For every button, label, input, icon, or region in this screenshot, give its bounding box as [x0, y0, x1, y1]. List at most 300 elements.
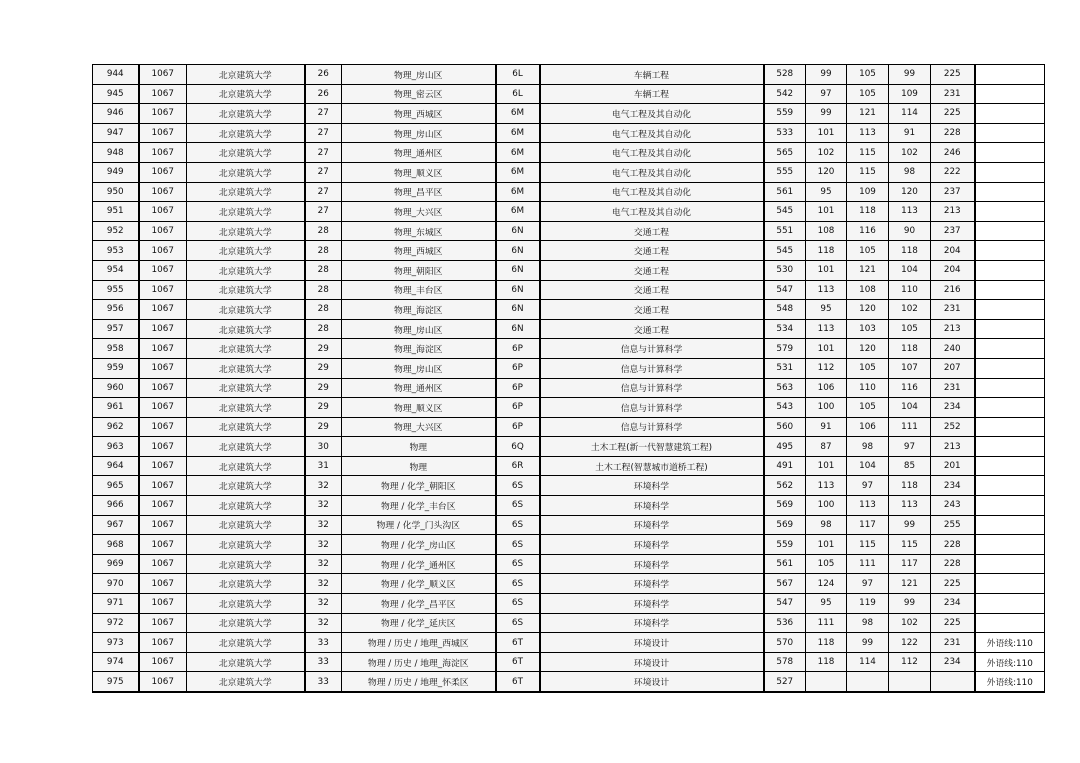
score-electives: 225 [931, 104, 975, 124]
major-name: 电气工程及其自动化 [540, 104, 764, 124]
remark [975, 339, 1045, 359]
total-score: 578 [764, 652, 806, 672]
school-name: 北京建筑大学 [187, 554, 305, 574]
major-name: 环境科学 [540, 476, 764, 496]
score-electives: 231 [931, 300, 975, 320]
subject-and-district: 物理 / 化学_丰台区 [342, 496, 496, 516]
major-code: 6P [496, 339, 540, 359]
table-row [93, 202, 1045, 222]
school-code: 1067 [139, 378, 187, 398]
score-chinese: 113 [806, 476, 847, 496]
table-row [93, 417, 1045, 437]
row-index: 961 [93, 398, 139, 418]
score-math: 115 [847, 535, 889, 555]
school-name: 北京建筑大学 [187, 515, 305, 535]
score-math: 121 [847, 104, 889, 124]
score-chinese: 118 [806, 652, 847, 672]
school-name: 北京建筑大学 [187, 417, 305, 437]
major-code: 6P [496, 378, 540, 398]
score-foreign-language: 116 [889, 378, 931, 398]
major-name: 电气工程及其自动化 [540, 143, 764, 163]
major-name: 环境科学 [540, 574, 764, 594]
score-electives: 228 [931, 535, 975, 555]
remark [975, 280, 1045, 300]
major-name: 环境设计 [540, 633, 764, 653]
major-code: 6T [496, 652, 540, 672]
score-math: 118 [847, 202, 889, 222]
major-code: 6M [496, 182, 540, 202]
total-score: 495 [764, 437, 806, 457]
group-code: 29 [305, 339, 342, 359]
school-code: 1067 [139, 104, 187, 124]
school-code: 1067 [139, 554, 187, 574]
major-name: 环境科学 [540, 515, 764, 535]
score-electives: 207 [931, 358, 975, 378]
subject-and-district: 物理_房山区 [342, 65, 496, 85]
score-foreign-language: 105 [889, 319, 931, 339]
total-score: 548 [764, 300, 806, 320]
score-foreign-language: 114 [889, 104, 931, 124]
score-electives: 231 [931, 378, 975, 398]
score-chinese: 101 [806, 456, 847, 476]
table-row [93, 456, 1045, 476]
school-name: 北京建筑大学 [187, 535, 305, 555]
table-row [93, 378, 1045, 398]
school-name: 北京建筑大学 [187, 496, 305, 516]
total-score: 545 [764, 202, 806, 222]
major-name: 交通工程 [540, 280, 764, 300]
major-name: 交通工程 [540, 241, 764, 261]
score-math: 115 [847, 162, 889, 182]
major-name: 交通工程 [540, 260, 764, 280]
major-name: 土木工程(新一代智慧建筑工程) [540, 437, 764, 457]
subject-and-district: 物理_海淀区 [342, 339, 496, 359]
group-code: 32 [305, 574, 342, 594]
score-chinese: 101 [806, 339, 847, 359]
subject-and-district: 物理_通州区 [342, 378, 496, 398]
school-code: 1067 [139, 65, 187, 85]
table-row [93, 476, 1045, 496]
remark [975, 613, 1045, 633]
score-math: 105 [847, 84, 889, 104]
major-code: 6M [496, 162, 540, 182]
major-name: 车辆工程 [540, 84, 764, 104]
table-row [93, 260, 1045, 280]
school-code: 1067 [139, 339, 187, 359]
subject-and-district: 物理_海淀区 [342, 300, 496, 320]
subject-and-district: 物理 / 化学_延庆区 [342, 613, 496, 633]
group-code: 27 [305, 143, 342, 163]
subject-and-district: 物理 / 化学_房山区 [342, 535, 496, 555]
score-math: 108 [847, 280, 889, 300]
school-name: 北京建筑大学 [187, 339, 305, 359]
subject-and-district: 物理_顺义区 [342, 398, 496, 418]
score-electives: 213 [931, 437, 975, 457]
school-name: 北京建筑大学 [187, 202, 305, 222]
score-chinese: 118 [806, 241, 847, 261]
major-code: 6S [496, 574, 540, 594]
major-code: 6S [496, 594, 540, 614]
school-name: 北京建筑大学 [187, 162, 305, 182]
remark [975, 143, 1045, 163]
score-chinese: 101 [806, 535, 847, 555]
row-index: 950 [93, 182, 139, 202]
table-row [93, 633, 1045, 653]
school-code: 1067 [139, 672, 187, 692]
score-electives: 231 [931, 84, 975, 104]
score-foreign-language: 99 [889, 594, 931, 614]
table-row [93, 652, 1045, 672]
group-code: 29 [305, 398, 342, 418]
score-math: 99 [847, 633, 889, 653]
remark [975, 417, 1045, 437]
group-code: 27 [305, 104, 342, 124]
school-name: 北京建筑大学 [187, 182, 305, 202]
score-foreign-language: 102 [889, 143, 931, 163]
major-name: 环境科学 [540, 535, 764, 555]
remark [975, 319, 1045, 339]
group-code: 31 [305, 456, 342, 476]
group-code: 32 [305, 476, 342, 496]
total-score: 569 [764, 496, 806, 516]
total-score: 562 [764, 476, 806, 496]
major-code: 6P [496, 398, 540, 418]
score-chinese: 112 [806, 358, 847, 378]
remark: 外语线:110 [975, 652, 1045, 672]
total-score: 545 [764, 241, 806, 261]
school-name: 北京建筑大学 [187, 456, 305, 476]
score-chinese: 111 [806, 613, 847, 633]
subject-and-district: 物理 / 化学_昌平区 [342, 594, 496, 614]
table-row [93, 162, 1045, 182]
subject-and-district: 物理_通州区 [342, 143, 496, 163]
score-chinese: 95 [806, 594, 847, 614]
score-chinese: 106 [806, 378, 847, 398]
score-electives: 237 [931, 221, 975, 241]
score-electives: 234 [931, 476, 975, 496]
school-code: 1067 [139, 417, 187, 437]
school-code: 1067 [139, 496, 187, 516]
major-code: 6P [496, 417, 540, 437]
total-score: 551 [764, 221, 806, 241]
remark [975, 202, 1045, 222]
remark [975, 241, 1045, 261]
total-score: 561 [764, 182, 806, 202]
score-foreign-language: 97 [889, 437, 931, 457]
score-math: 105 [847, 398, 889, 418]
major-code: 6T [496, 672, 540, 692]
score-chinese [806, 672, 847, 692]
row-index: 952 [93, 221, 139, 241]
subject-and-district: 物理_西城区 [342, 104, 496, 124]
group-code: 26 [305, 65, 342, 85]
school-name: 北京建筑大学 [187, 123, 305, 143]
major-name: 交通工程 [540, 221, 764, 241]
score-chinese: 100 [806, 398, 847, 418]
subject-and-district: 物理_大兴区 [342, 417, 496, 437]
score-math: 117 [847, 515, 889, 535]
row-index: 951 [93, 202, 139, 222]
total-score: 491 [764, 456, 806, 476]
group-code: 28 [305, 319, 342, 339]
major-code: 6M [496, 104, 540, 124]
group-code: 28 [305, 260, 342, 280]
score-math: 97 [847, 574, 889, 594]
row-index: 971 [93, 594, 139, 614]
school-code: 1067 [139, 594, 187, 614]
remark: 外语线:110 [975, 672, 1045, 692]
school-code: 1067 [139, 319, 187, 339]
score-electives: 216 [931, 280, 975, 300]
total-score: 528 [764, 65, 806, 85]
score-electives: 225 [931, 65, 975, 85]
subject-and-district: 物理_房山区 [342, 123, 496, 143]
score-math: 113 [847, 123, 889, 143]
score-electives: 201 [931, 456, 975, 476]
major-code: 6N [496, 319, 540, 339]
score-electives: 228 [931, 123, 975, 143]
school-code: 1067 [139, 280, 187, 300]
school-code: 1067 [139, 300, 187, 320]
table-row [93, 182, 1045, 202]
score-math: 111 [847, 554, 889, 574]
major-name: 信息与计算科学 [540, 398, 764, 418]
remark [975, 182, 1045, 202]
major-name: 交通工程 [540, 300, 764, 320]
major-name: 电气工程及其自动化 [540, 182, 764, 202]
subject-and-district: 物理_昌平区 [342, 182, 496, 202]
score-chinese: 95 [806, 182, 847, 202]
score-math [847, 672, 889, 692]
remark [975, 574, 1045, 594]
school-name: 北京建筑大学 [187, 378, 305, 398]
remark: 外语线:110 [975, 633, 1045, 653]
total-score: 543 [764, 398, 806, 418]
score-foreign-language: 109 [889, 84, 931, 104]
row-index: 968 [93, 535, 139, 555]
score-foreign-language: 99 [889, 515, 931, 535]
major-code: 6S [496, 476, 540, 496]
major-name: 电气工程及其自动化 [540, 162, 764, 182]
score-chinese: 101 [806, 260, 847, 280]
subject-and-district: 物理 / 历史 / 地理_海淀区 [342, 652, 496, 672]
major-code: 6L [496, 84, 540, 104]
score-math: 105 [847, 241, 889, 261]
score-foreign-language: 98 [889, 162, 931, 182]
score-foreign-language: 121 [889, 574, 931, 594]
table-row [93, 104, 1045, 124]
score-foreign-language: 113 [889, 202, 931, 222]
score-electives: 228 [931, 554, 975, 574]
school-name: 北京建筑大学 [187, 594, 305, 614]
score-math: 115 [847, 143, 889, 163]
table-row [93, 300, 1045, 320]
school-name: 北京建筑大学 [187, 476, 305, 496]
group-code: 28 [305, 241, 342, 261]
table-row [93, 221, 1045, 241]
score-chinese: 99 [806, 104, 847, 124]
school-name: 北京建筑大学 [187, 104, 305, 124]
row-index: 962 [93, 417, 139, 437]
score-math: 103 [847, 319, 889, 339]
major-code: 6R [496, 456, 540, 476]
score-chinese: 105 [806, 554, 847, 574]
score-chinese: 95 [806, 300, 847, 320]
score-math: 98 [847, 613, 889, 633]
school-name: 北京建筑大学 [187, 65, 305, 85]
remark [975, 515, 1045, 535]
row-index: 973 [93, 633, 139, 653]
table-row [93, 496, 1045, 516]
score-electives: 225 [931, 613, 975, 633]
major-code: 6M [496, 123, 540, 143]
score-electives: 231 [931, 633, 975, 653]
score-chinese: 108 [806, 221, 847, 241]
score-math: 116 [847, 221, 889, 241]
table-row [93, 515, 1045, 535]
subject-and-district: 物理 / 化学_通州区 [342, 554, 496, 574]
remark [975, 378, 1045, 398]
row-index: 964 [93, 456, 139, 476]
major-name: 环境科学 [540, 496, 764, 516]
total-score: 559 [764, 104, 806, 124]
major-name: 环境设计 [540, 652, 764, 672]
school-code: 1067 [139, 456, 187, 476]
major-code: 6N [496, 241, 540, 261]
major-name: 交通工程 [540, 319, 764, 339]
score-electives: 213 [931, 202, 975, 222]
major-code: 6N [496, 260, 540, 280]
table-row [93, 437, 1045, 457]
school-code: 1067 [139, 143, 187, 163]
group-code: 32 [305, 594, 342, 614]
major-name: 环境科学 [540, 594, 764, 614]
group-code: 32 [305, 554, 342, 574]
school-code: 1067 [139, 574, 187, 594]
school-name: 北京建筑大学 [187, 84, 305, 104]
school-name: 北京建筑大学 [187, 300, 305, 320]
score-chinese: 113 [806, 319, 847, 339]
row-index: 944 [93, 65, 139, 85]
school-name: 北京建筑大学 [187, 574, 305, 594]
score-foreign-language: 85 [889, 456, 931, 476]
score-chinese: 120 [806, 162, 847, 182]
total-score: 530 [764, 260, 806, 280]
row-index: 958 [93, 339, 139, 359]
group-code: 27 [305, 202, 342, 222]
score-foreign-language: 107 [889, 358, 931, 378]
score-math: 114 [847, 652, 889, 672]
score-foreign-language: 117 [889, 554, 931, 574]
score-foreign-language: 118 [889, 476, 931, 496]
score-foreign-language: 110 [889, 280, 931, 300]
score-math: 97 [847, 476, 889, 496]
score-math: 104 [847, 456, 889, 476]
group-code: 28 [305, 300, 342, 320]
score-electives: 252 [931, 417, 975, 437]
row-index: 967 [93, 515, 139, 535]
major-name: 环境科学 [540, 554, 764, 574]
score-math: 109 [847, 182, 889, 202]
row-index: 975 [93, 672, 139, 692]
school-name: 北京建筑大学 [187, 672, 305, 692]
major-name: 信息与计算科学 [540, 339, 764, 359]
table-row [93, 143, 1045, 163]
score-chinese: 113 [806, 280, 847, 300]
score-electives: 234 [931, 398, 975, 418]
group-code: 33 [305, 652, 342, 672]
school-name: 北京建筑大学 [187, 358, 305, 378]
remark [975, 456, 1045, 476]
remark [975, 65, 1045, 85]
score-foreign-language: 118 [889, 339, 931, 359]
score-electives: 225 [931, 574, 975, 594]
score-electives: 243 [931, 496, 975, 516]
school-code: 1067 [139, 241, 187, 261]
group-code: 29 [305, 417, 342, 437]
subject-and-district: 物理 [342, 437, 496, 457]
total-score: 533 [764, 123, 806, 143]
score-electives: 204 [931, 241, 975, 261]
school-code: 1067 [139, 515, 187, 535]
major-code: 6Q [496, 437, 540, 457]
remark [975, 358, 1045, 378]
score-math: 120 [847, 300, 889, 320]
major-name: 信息与计算科学 [540, 378, 764, 398]
total-score: 565 [764, 143, 806, 163]
total-score: 567 [764, 574, 806, 594]
score-electives: 222 [931, 162, 975, 182]
major-name: 环境设计 [540, 672, 764, 692]
table-row [93, 339, 1045, 359]
major-name: 信息与计算科学 [540, 417, 764, 437]
remark [975, 594, 1045, 614]
major-name: 电气工程及其自动化 [540, 123, 764, 143]
score-foreign-language: 91 [889, 123, 931, 143]
total-score: 542 [764, 84, 806, 104]
major-code: 6N [496, 280, 540, 300]
score-foreign-language: 113 [889, 496, 931, 516]
score-chinese: 97 [806, 84, 847, 104]
subject-and-district: 物理_丰台区 [342, 280, 496, 300]
score-chinese: 99 [806, 65, 847, 85]
subject-and-district: 物理 / 化学_朝阳区 [342, 476, 496, 496]
row-index: 965 [93, 476, 139, 496]
school-name: 北京建筑大学 [187, 143, 305, 163]
score-chinese: 102 [806, 143, 847, 163]
school-code: 1067 [139, 260, 187, 280]
remark [975, 221, 1045, 241]
row-index: 966 [93, 496, 139, 516]
school-name: 北京建筑大学 [187, 319, 305, 339]
subject-and-district: 物理_朝阳区 [342, 260, 496, 280]
school-code: 1067 [139, 613, 187, 633]
subject-and-district: 物理_密云区 [342, 84, 496, 104]
major-code: 6M [496, 143, 540, 163]
total-score: 531 [764, 358, 806, 378]
major-code: 6P [496, 358, 540, 378]
school-name: 北京建筑大学 [187, 221, 305, 241]
school-code: 1067 [139, 182, 187, 202]
school-code: 1067 [139, 358, 187, 378]
major-code: 6L [496, 65, 540, 85]
group-code: 33 [305, 633, 342, 653]
school-name: 北京建筑大学 [187, 280, 305, 300]
school-code: 1067 [139, 398, 187, 418]
group-code: 33 [305, 672, 342, 692]
table-row [93, 672, 1045, 692]
table-row [93, 241, 1045, 261]
